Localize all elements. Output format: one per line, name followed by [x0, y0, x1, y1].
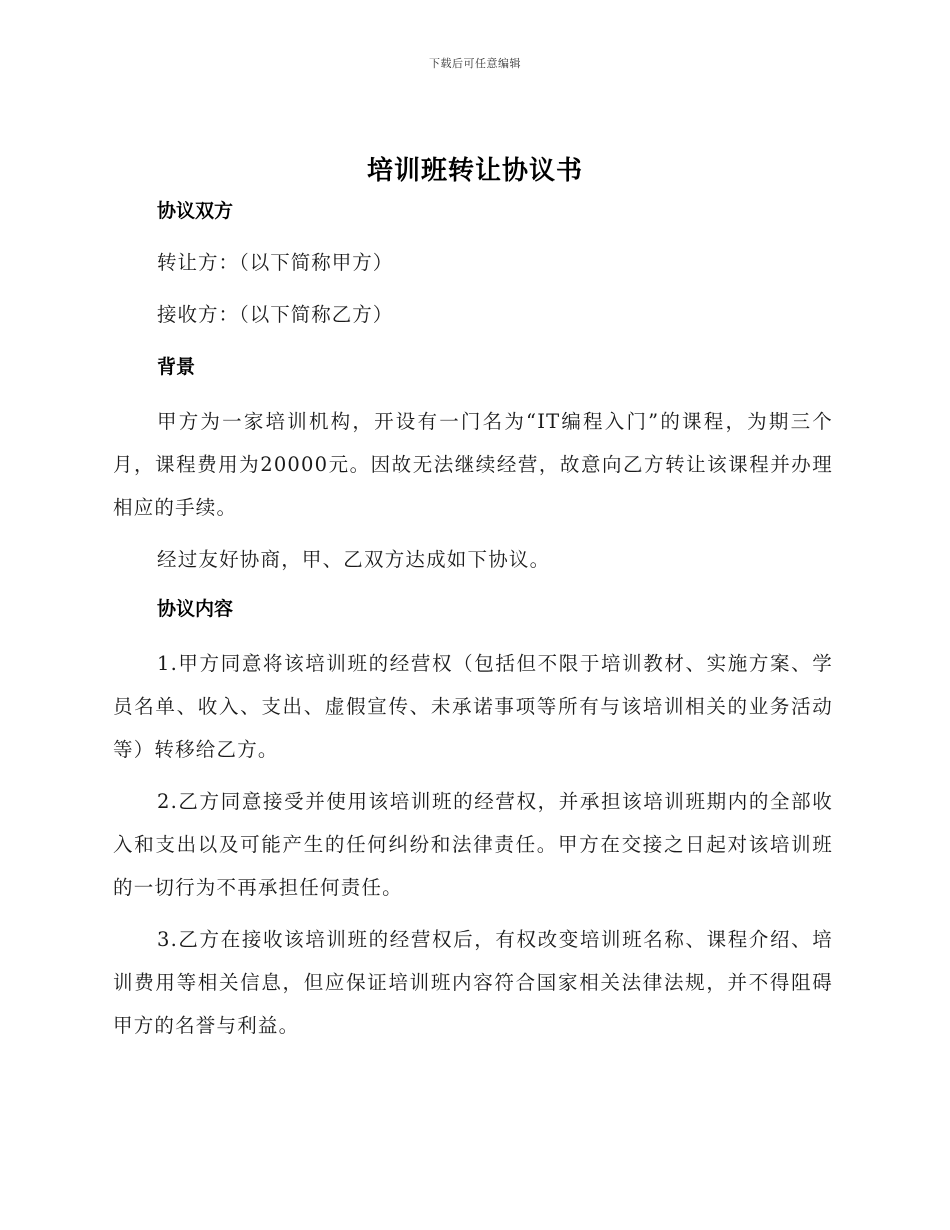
clause-1: 1.甲方同意将该培训班的经营权（包括但不限于培训教材、实施方案、学员名单、收入、支出、虚假宣传、未承诺事项等所有与该培训相关的业务活动等）转移给乙方。 — [113, 652, 833, 761]
background-paragraph-1: 甲方为一家培训机构，开设有一门名为“IT编程入门”的课程，为期三个月，课程费用为20000元。因故无法继续经营，故意向乙方转让该课程并办理相应的手续。 — [113, 410, 833, 519]
transferor-line: 转让方：（以下简称甲方） — [157, 251, 394, 274]
background-paragraph-2: 经过友好协商，甲、乙双方达成如下协议。 — [157, 548, 551, 571]
clause-2: 2.乙方同意接受并使用该培训班的经营权，并承担该培训班期内的全部收入和支出以及可能产生的任何纠纷和法律责任。甲方在交接之日起对该培训班的一切行为不再承担任何责任。 — [113, 790, 833, 899]
document-body — [113, 192, 833, 1056]
document-title: 培训班转让协议书 — [366, 156, 583, 186]
background-heading: 背景 — [157, 356, 196, 378]
content-heading: 协议内容 — [157, 598, 234, 620]
clause-3: 3.乙方在接收该培训班的经营权后，有权改变培训班名称、课程介绍、培训费用等相关信息，但应保证培训班内容符合国家相关法律法规，并不得阻碍甲方的名誉与利益。 — [113, 928, 833, 1037]
parties-heading: 协议双方 — [157, 200, 234, 222]
header-note: 下载后可任意编辑 — [429, 57, 521, 70]
transferee-line: 接收方：（以下简称乙方） — [157, 303, 394, 326]
